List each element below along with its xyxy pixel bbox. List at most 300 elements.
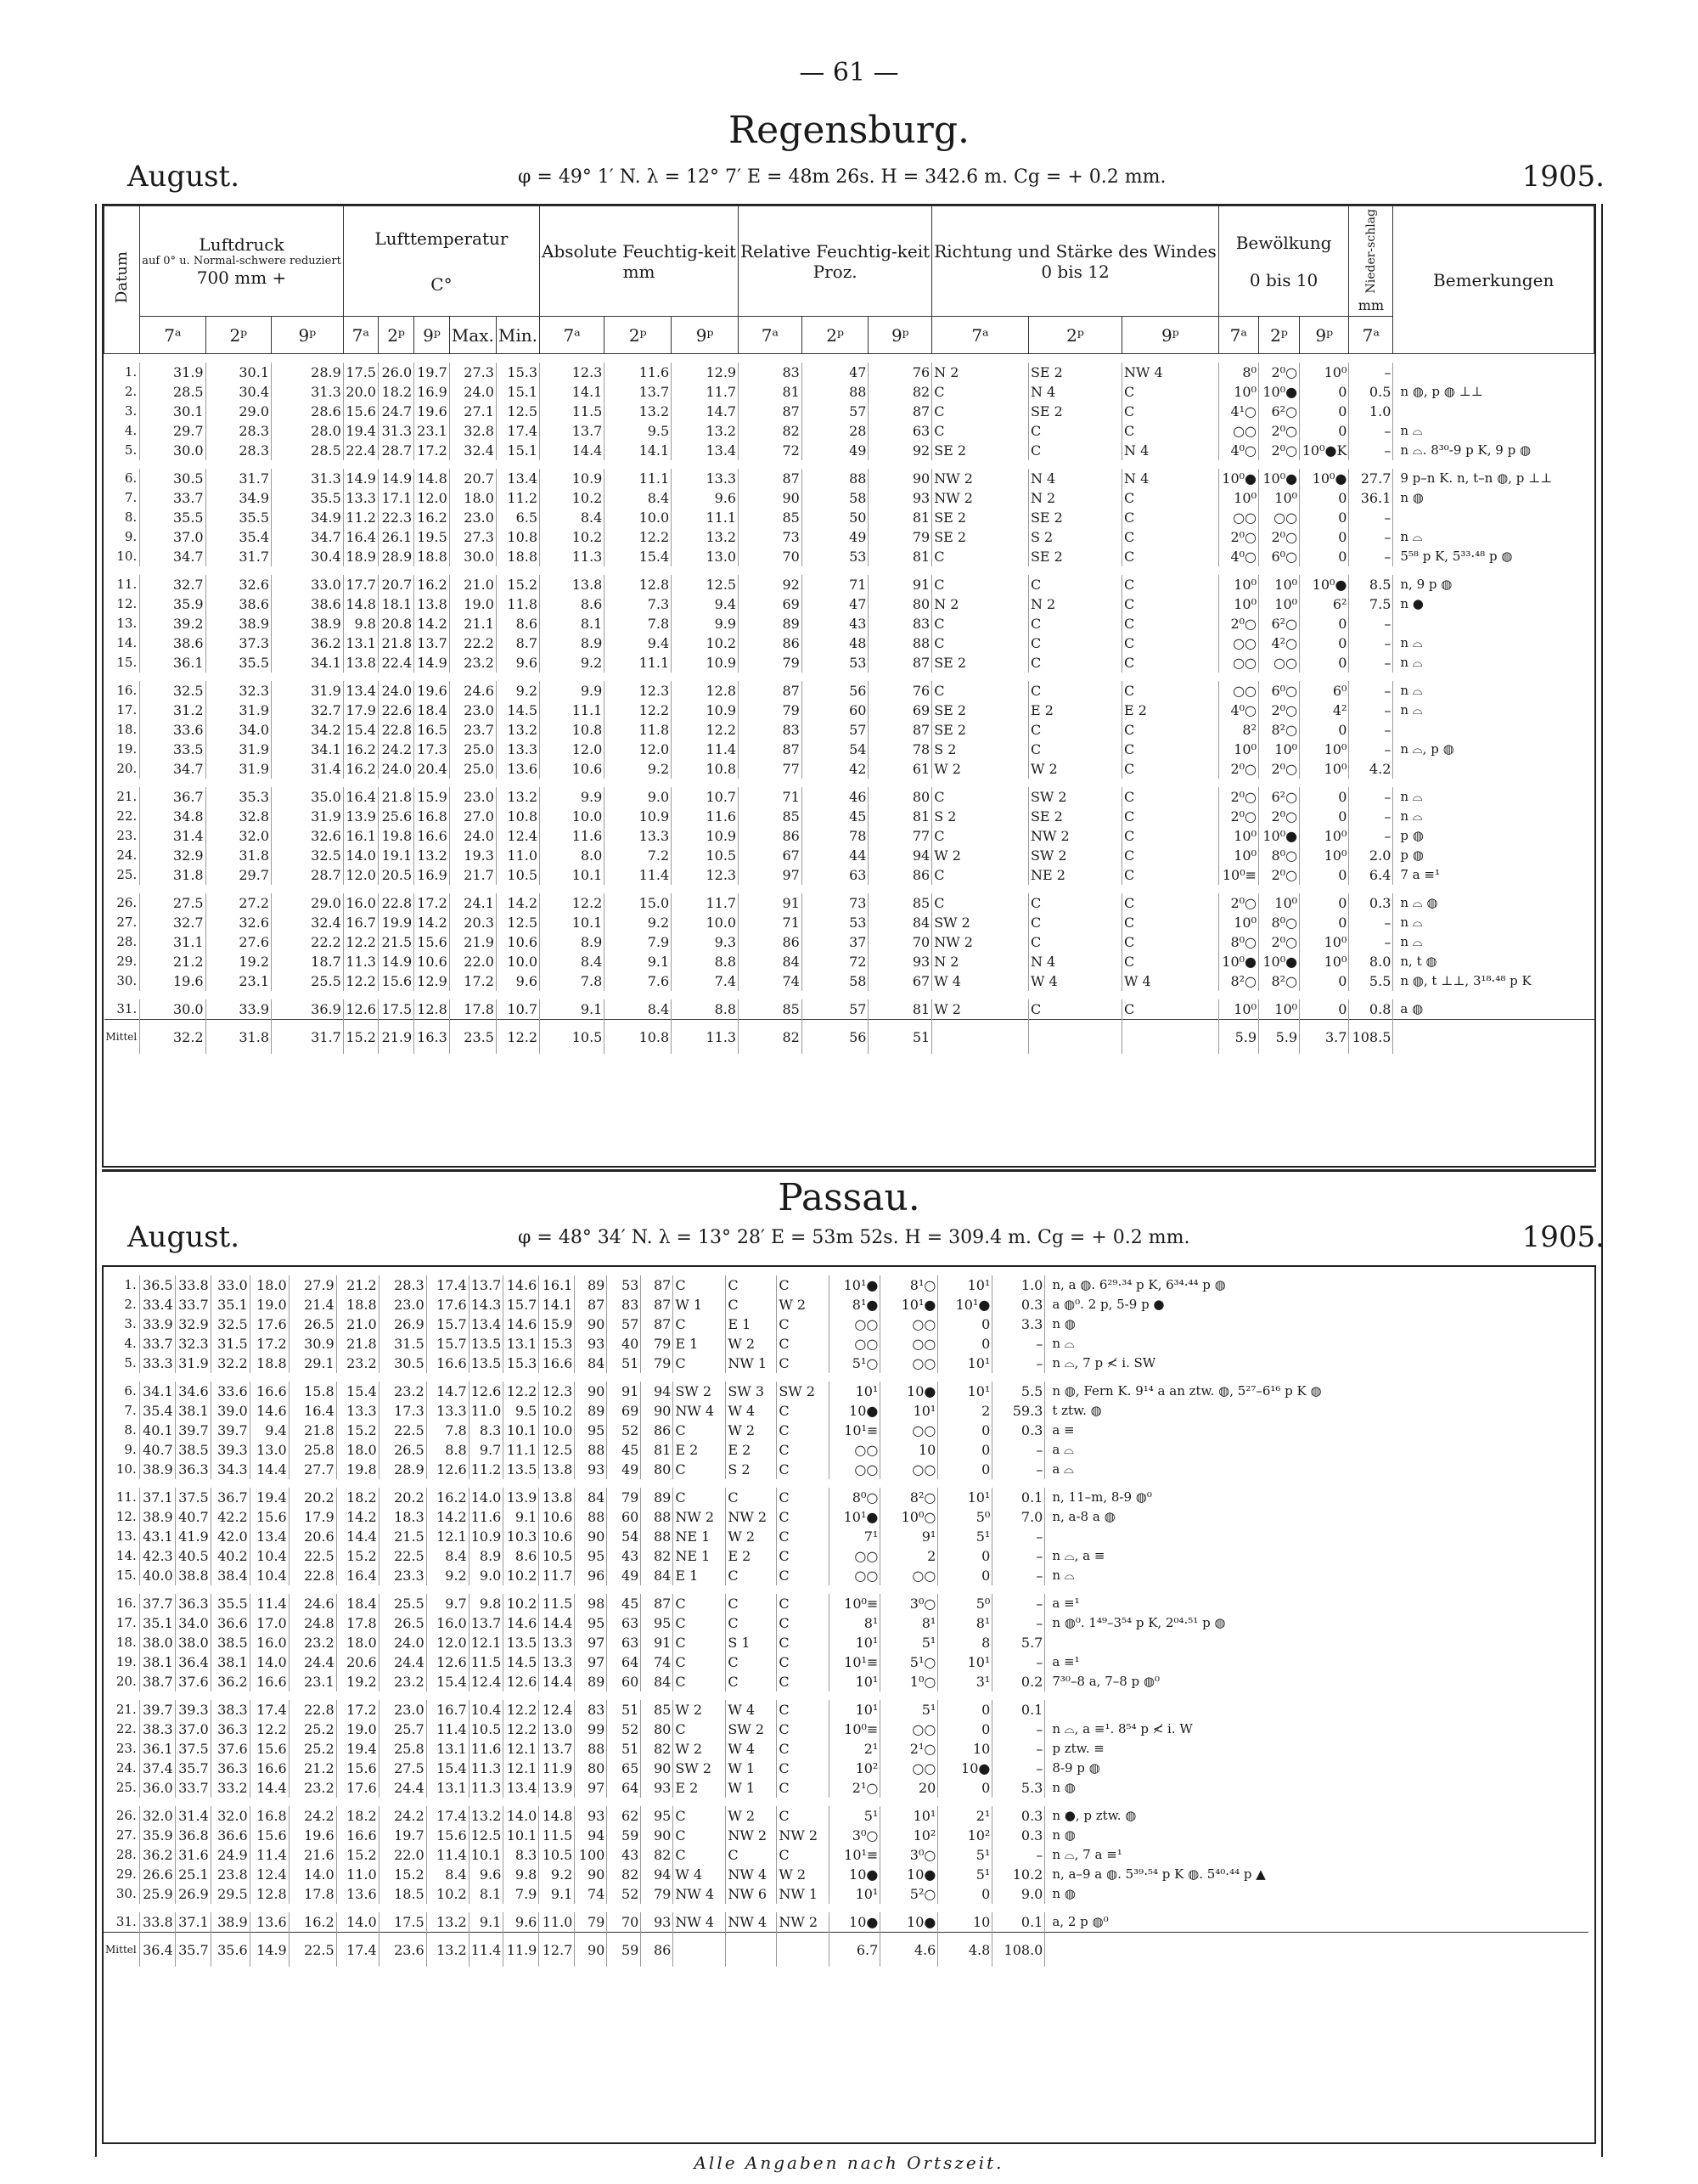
value-cell: 38.9 — [272, 614, 344, 633]
value-cell: 10¹● — [829, 1507, 880, 1527]
value-cell: 10² — [938, 1826, 992, 1845]
value-cell: 90 — [869, 469, 932, 488]
value-cell: 10.5 — [539, 1546, 575, 1566]
value-cell: 40.1 — [139, 1421, 175, 1440]
value-cell: C — [1028, 441, 1122, 460]
value-cell: SW 2 — [777, 1382, 829, 1401]
value-cell: C — [777, 1440, 829, 1460]
value-cell: 71 — [739, 787, 802, 807]
value-cell: 88 — [869, 633, 932, 653]
value-cell: 43.1 — [139, 1527, 175, 1546]
value-cell: N 2 — [1028, 488, 1122, 508]
remark-cell: a ≡ — [1052, 1422, 1075, 1438]
value-cell: 16.7 — [343, 913, 378, 932]
value-cell: 14.0 — [469, 1488, 503, 1507]
mean-cell: 59 — [607, 1933, 641, 1967]
value-cell: 10.4 — [250, 1566, 289, 1585]
value-cell: 21.2 — [289, 1759, 336, 1778]
remark-cell: n ●, p ztw. ◍ — [1052, 1808, 1137, 1823]
value-cell: E 2 — [673, 1440, 726, 1460]
value-cell: 11.3 — [469, 1778, 503, 1798]
value-cell: 49 — [607, 1460, 641, 1479]
value-cell: 9.9 — [672, 614, 739, 633]
value-cell: 10⁰● — [1259, 826, 1300, 846]
remark-cell — [1045, 1527, 1588, 1546]
header-wind: Richtung und Stärke des Windes 0 bis 12 — [932, 206, 1219, 317]
header-time-3: 7ᵃ — [343, 317, 378, 354]
value-cell: 12.5 — [496, 402, 539, 421]
value-cell: 0 — [1300, 547, 1349, 566]
value-cell: 10.2 — [540, 527, 604, 547]
value-cell: 10¹ — [829, 1672, 880, 1691]
value-cell: 28.0 — [272, 421, 344, 441]
value-cell: NW 2 — [1028, 826, 1122, 846]
value-cell: 22.0 — [449, 952, 496, 971]
value-cell: 24.4 — [379, 1778, 426, 1798]
value-cell: 22.6 — [378, 701, 413, 720]
value-cell: 95 — [575, 1613, 607, 1633]
table-row — [104, 1912, 1588, 1933]
value-cell: 14.4 — [250, 1460, 289, 1479]
value-cell: 24.0 — [449, 382, 496, 402]
value-cell: 31.9 — [175, 1354, 211, 1373]
value-cell: 10¹ — [938, 1488, 992, 1507]
value-cell: 13.8 — [343, 653, 378, 673]
value-cell: 9.3 — [672, 932, 739, 952]
value-cell: 15.3 — [539, 1334, 575, 1354]
value-cell: 13.4 — [503, 1778, 539, 1798]
value-cell: 8.6 — [540, 594, 604, 614]
value-cell: 10.1 — [540, 865, 604, 885]
value-cell: C — [673, 1826, 726, 1845]
value-cell: 57 — [801, 720, 869, 740]
value-cell: 70 — [739, 547, 802, 566]
value-cell: 38.6 — [140, 633, 205, 653]
value-cell: 87 — [739, 681, 802, 701]
value-cell: C — [777, 1739, 829, 1759]
value-cell: E 2 — [1122, 701, 1219, 720]
value-cell: 15.4 — [426, 1672, 469, 1691]
value-cell: 9.4 — [672, 594, 739, 614]
value-cell: 5¹○ — [829, 1354, 880, 1373]
value-cell: 31.4 — [175, 1806, 211, 1826]
remark-cell: n ⌓ — [1400, 423, 1423, 438]
value-cell: NW 2 — [673, 1507, 726, 1527]
value-cell: 33.9 — [139, 1314, 175, 1334]
value-cell: 74 — [739, 971, 802, 991]
table-row — [104, 363, 1594, 382]
day-cell: 6. — [104, 469, 140, 488]
value-cell: 39.7 — [139, 1700, 175, 1720]
value-cell: 11.8 — [496, 594, 539, 614]
value-cell: 8¹○ — [880, 1275, 938, 1295]
year-label: 1905. — [1521, 160, 1605, 194]
value-cell: 27.9 — [289, 1275, 336, 1295]
value-cell: 12.3 — [539, 1382, 575, 1401]
value-cell: 2⁰○ — [1259, 759, 1300, 779]
value-cell: 40.7 — [139, 1440, 175, 1460]
value-cell: 27.2 — [205, 893, 271, 913]
value-cell: 10⁰ — [1259, 999, 1300, 1020]
value-cell: 5¹ — [938, 1527, 992, 1546]
value-cell: 17.6 — [250, 1314, 289, 1334]
value-cell: 49 — [801, 527, 869, 547]
value-cell: 11.1 — [503, 1440, 539, 1460]
value-cell: 14.1 — [539, 1295, 575, 1314]
value-cell: 12.2 — [503, 1382, 539, 1401]
table-row — [104, 1354, 1588, 1373]
table-row — [104, 681, 1594, 701]
value-cell: 4¹○ — [1218, 402, 1258, 421]
value-cell: 88 — [801, 382, 869, 402]
table-row — [104, 1700, 1588, 1720]
value-cell: 13.8 — [414, 594, 450, 614]
value-cell: 31.8 — [140, 865, 205, 885]
value-cell: 34.9 — [272, 508, 344, 527]
value-cell: 87 — [739, 469, 802, 488]
value-cell: ○○ — [1259, 653, 1300, 673]
value-cell: 0.3 — [1349, 893, 1393, 913]
remark-cell: n ⌓ — [1400, 808, 1423, 824]
table-row — [104, 1334, 1588, 1354]
value-cell: 19.7 — [414, 363, 450, 382]
value-cell: 22.2 — [272, 932, 344, 952]
value-cell: 38.1 — [211, 1652, 250, 1672]
value-cell: 28.9 — [379, 1460, 426, 1479]
remark-cell: 5⁵⁸ p K, 5³³·⁴⁸ p ◍ — [1400, 549, 1513, 564]
mean-cell: 36.4 — [139, 1933, 175, 1967]
value-cell: C — [1028, 614, 1122, 633]
value-cell: 88 — [575, 1440, 607, 1460]
value-cell: 22.8 — [378, 720, 413, 740]
value-cell: 71 — [739, 913, 802, 932]
table-row — [104, 720, 1594, 740]
value-cell: 13.8 — [539, 1488, 575, 1507]
mean-cell: 31.8 — [205, 1020, 271, 1055]
day-cell: 13. — [104, 614, 140, 633]
value-cell: 59 — [607, 1826, 641, 1845]
value-cell: 8¹ — [829, 1613, 880, 1633]
value-cell: 10.9 — [672, 701, 739, 720]
value-cell: 24.7 — [378, 402, 413, 421]
day-cell: 2. — [104, 1295, 139, 1314]
value-cell: NW 4 — [1122, 363, 1219, 382]
value-cell: C — [777, 1488, 829, 1507]
value-cell: 15.9 — [539, 1314, 575, 1334]
value-cell: 17.8 — [449, 999, 496, 1020]
value-cell: 12.0 — [426, 1633, 469, 1652]
value-cell: 70 — [869, 932, 932, 952]
value-cell: – — [1349, 807, 1393, 826]
value-cell: 38.3 — [139, 1720, 175, 1739]
value-cell: 0 — [938, 1314, 992, 1334]
value-cell: 23.2 — [289, 1778, 336, 1798]
value-cell: W 4 — [932, 971, 1029, 991]
value-cell: C — [1122, 547, 1219, 566]
value-cell: 29.5 — [211, 1884, 250, 1904]
value-cell: 9.4 — [604, 633, 672, 653]
value-cell: 5.3 — [992, 1778, 1045, 1798]
value-cell: 13.7 — [414, 633, 450, 653]
value-cell: 13.3 — [672, 469, 739, 488]
value-cell: 10.9 — [672, 826, 739, 846]
value-cell: 30.5 — [140, 469, 205, 488]
value-cell: C — [726, 1275, 777, 1295]
value-cell: 2¹○ — [880, 1739, 938, 1759]
value-cell: 15.2 — [336, 1546, 379, 1566]
value-cell: 9.2 — [540, 653, 604, 673]
value-cell: 13.5 — [503, 1460, 539, 1479]
value-cell: 0 — [938, 1334, 992, 1354]
value-cell: 63 — [607, 1613, 641, 1633]
value-cell: C — [1122, 720, 1219, 740]
table-row — [104, 913, 1594, 932]
value-cell: 5¹ — [829, 1806, 880, 1826]
value-cell: 7.4 — [672, 971, 739, 991]
value-cell: 27.3 — [449, 363, 496, 382]
value-cell: NW 1 — [726, 1354, 777, 1373]
value-cell: 33.0 — [272, 575, 344, 594]
value-cell: – — [1349, 720, 1393, 740]
value-cell: S 2 — [1028, 527, 1122, 547]
value-cell: 16.6 — [539, 1354, 575, 1373]
value-cell: 2¹ — [938, 1806, 992, 1826]
value-cell: 33.5 — [140, 740, 205, 759]
value-cell: 17.4 — [426, 1275, 469, 1295]
value-cell: 14.2 — [414, 614, 450, 633]
value-cell: 33.8 — [139, 1912, 175, 1933]
value-cell: C — [1122, 681, 1219, 701]
value-cell: 35.1 — [139, 1613, 175, 1633]
value-cell: 84 — [641, 1566, 673, 1585]
table-row — [104, 441, 1594, 460]
value-cell: C — [1122, 614, 1219, 633]
value-cell: 10 — [938, 1739, 992, 1759]
value-cell: 19.4 — [336, 1739, 379, 1759]
value-cell: 32.5 — [211, 1314, 250, 1334]
value-cell: ○○ — [880, 1334, 938, 1354]
day-cell: 24. — [104, 846, 140, 865]
day-cell: 16. — [104, 681, 140, 701]
value-cell: 83 — [607, 1295, 641, 1314]
value-cell: NW 6 — [726, 1884, 777, 1904]
value-cell: 17.9 — [343, 701, 378, 720]
value-cell: 8²○ — [1218, 971, 1258, 991]
value-cell: 34.7 — [272, 527, 344, 547]
value-cell: 90 — [575, 1865, 607, 1884]
value-cell: 5²○ — [880, 1884, 938, 1904]
value-cell: NW 4 — [673, 1401, 726, 1421]
value-cell: 18.2 — [378, 382, 413, 402]
value-cell: 93 — [641, 1912, 673, 1933]
remark-cell: n ⌓ — [1400, 702, 1423, 718]
value-cell: 10⁰● — [1259, 382, 1300, 402]
value-cell: 36.3 — [175, 1460, 211, 1479]
remark-cell: n, 11–m, 8-9 ◍⁰ — [1052, 1489, 1152, 1505]
value-cell: 82 — [607, 1865, 641, 1884]
value-cell: 73 — [801, 893, 869, 913]
value-cell: 15.2 — [496, 575, 539, 594]
value-cell: 29.7 — [205, 865, 271, 885]
table-row — [104, 1739, 1588, 1759]
remark-cell — [1045, 1633, 1588, 1652]
value-cell: 8.4 — [426, 1546, 469, 1566]
remark-cell: n ⌓ — [1400, 529, 1423, 544]
value-cell: 17.8 — [289, 1884, 336, 1904]
value-cell: 8¹ — [880, 1613, 938, 1633]
value-cell: C — [777, 1334, 829, 1354]
value-cell: 16.6 — [250, 1382, 289, 1401]
value-cell: C — [932, 402, 1029, 421]
value-cell: 35.5 — [205, 508, 271, 527]
value-cell: 13.6 — [336, 1884, 379, 1904]
value-cell: 10.0 — [540, 807, 604, 826]
value-cell: 24.0 — [378, 759, 413, 779]
table-row — [104, 1382, 1588, 1401]
value-cell: 27.5 — [140, 893, 205, 913]
table-row — [104, 508, 1594, 527]
value-cell: 82 — [641, 1845, 673, 1865]
value-cell: 30.4 — [205, 382, 271, 402]
value-cell: 14.0 — [289, 1865, 336, 1884]
value-cell: C — [1122, 893, 1219, 913]
value-cell: 10.7 — [496, 999, 539, 1020]
value-cell: 23.0 — [379, 1700, 426, 1720]
value-cell: 7.9 — [503, 1884, 539, 1904]
value-cell: 12.4 — [496, 826, 539, 846]
value-cell: 32.3 — [175, 1334, 211, 1354]
day-cell: 28. — [104, 932, 140, 952]
table-row — [104, 1460, 1588, 1479]
value-cell: – — [992, 1845, 1045, 1865]
value-cell: 12.8 — [672, 681, 739, 701]
value-cell: E 2 — [673, 1778, 726, 1798]
remark-cell: p ◍ — [1400, 847, 1424, 863]
value-cell: 27.1 — [449, 402, 496, 421]
table-row — [104, 1720, 1588, 1739]
table-row — [104, 653, 1594, 673]
value-cell: 33.7 — [139, 1334, 175, 1354]
value-cell: 38.1 — [139, 1652, 175, 1672]
value-cell: 89 — [575, 1401, 607, 1421]
value-cell: 83 — [739, 720, 802, 740]
value-cell: 10.8 — [496, 807, 539, 826]
value-cell: 10.2 — [426, 1884, 469, 1904]
value-cell: 9.0 — [992, 1884, 1045, 1904]
value-cell: C — [1028, 681, 1122, 701]
mean-cell: 16.3 — [414, 1020, 450, 1055]
value-cell: C — [932, 787, 1029, 807]
value-cell: 0 — [1300, 807, 1349, 826]
value-cell: 32.6 — [205, 913, 271, 932]
value-cell: 21.0 — [449, 575, 496, 594]
value-cell: 0.3 — [992, 1806, 1045, 1826]
day-cell: 9. — [104, 527, 140, 547]
mean-cell: 32.2 — [140, 1020, 205, 1055]
remark-cell: n ⌓ — [1052, 1568, 1075, 1583]
remark-cell: n ⌓ ◍ — [1400, 895, 1438, 910]
value-cell: – — [1349, 932, 1393, 952]
value-cell: 63 — [607, 1633, 641, 1652]
value-cell: 0 — [1300, 893, 1349, 913]
value-cell: 15.6 — [336, 1759, 379, 1778]
value-cell: SW 3 — [726, 1382, 777, 1401]
value-cell: 21.1 — [449, 614, 496, 633]
value-cell: 84 — [641, 1672, 673, 1691]
header-time-18: 2ᵖ — [1259, 317, 1300, 354]
value-cell: 10.4 — [469, 1700, 503, 1720]
value-cell: SE 2 — [932, 701, 1029, 720]
value-cell: 12.2 — [604, 701, 672, 720]
remark-cell: n ◍ — [1052, 1827, 1076, 1843]
value-cell: 51 — [607, 1739, 641, 1759]
value-cell: 100 — [575, 1845, 607, 1865]
header-time-15: 2ᵖ — [1028, 317, 1122, 354]
value-cell: SE 2 — [932, 527, 1029, 547]
value-cell: 56 — [801, 681, 869, 701]
value-cell: 12.2 — [503, 1700, 539, 1720]
value-cell: 0.3 — [992, 1295, 1045, 1314]
value-cell: 24.0 — [378, 681, 413, 701]
value-cell: 5.5 — [1349, 971, 1393, 991]
value-cell: 12.1 — [503, 1739, 539, 1759]
value-cell: 8.1 — [469, 1884, 503, 1904]
value-cell: 30.0 — [140, 441, 205, 460]
value-cell: SE 2 — [1028, 508, 1122, 527]
remark-cell: n, t ◍ — [1400, 954, 1437, 969]
remark-cell — [1393, 614, 1594, 633]
remark-cell: n ⌓, a ≡¹. 8⁵⁴ p ≮ i. W — [1052, 1721, 1193, 1737]
value-cell: 10⁰ — [1218, 999, 1258, 1020]
value-cell: 52 — [607, 1884, 641, 1904]
value-cell: E 2 — [726, 1546, 777, 1566]
value-cell: 2⁰○ — [1259, 421, 1300, 441]
value-cell: 11.4 — [250, 1594, 289, 1613]
value-cell: 93 — [641, 1778, 673, 1798]
value-cell: 35.5 — [140, 508, 205, 527]
remark-cell: n ◍⁰. 1⁴⁹–3⁵⁴ p K, 2⁰⁴·⁵¹ p ◍ — [1052, 1615, 1226, 1630]
value-cell: 12.5 — [496, 913, 539, 932]
value-cell: 30.1 — [205, 363, 271, 382]
value-cell: 74 — [575, 1884, 607, 1904]
value-cell: 16.8 — [250, 1806, 289, 1826]
value-cell: 60 — [607, 1672, 641, 1691]
value-cell: 81 — [869, 999, 932, 1020]
mean-cell: 10.5 — [540, 1020, 604, 1055]
value-cell: 15.2 — [379, 1865, 426, 1884]
value-cell: 15.6 — [343, 402, 378, 421]
value-cell: 23.0 — [449, 787, 496, 807]
value-cell: 10.5 — [496, 865, 539, 885]
value-cell: 28.5 — [140, 382, 205, 402]
value-cell: 63 — [869, 421, 932, 441]
day-cell: 11. — [104, 1488, 139, 1507]
value-cell: 4⁰○ — [1218, 441, 1258, 460]
value-cell: 12.4 — [250, 1865, 289, 1884]
table-row — [104, 1488, 1588, 1507]
mean-cell: 15.2 — [343, 1020, 378, 1055]
value-cell: 35.0 — [272, 787, 344, 807]
value-cell: 77 — [869, 826, 932, 846]
value-cell: 90 — [641, 1759, 673, 1778]
value-cell: 12.2 — [540, 893, 604, 913]
value-cell: 13.6 — [250, 1912, 289, 1933]
value-cell: C — [777, 1401, 829, 1421]
value-cell: 10⁰ — [1259, 594, 1300, 614]
day-cell: 26. — [104, 893, 140, 913]
value-cell: 7.6 — [604, 971, 672, 991]
value-cell: – — [992, 1334, 1045, 1354]
